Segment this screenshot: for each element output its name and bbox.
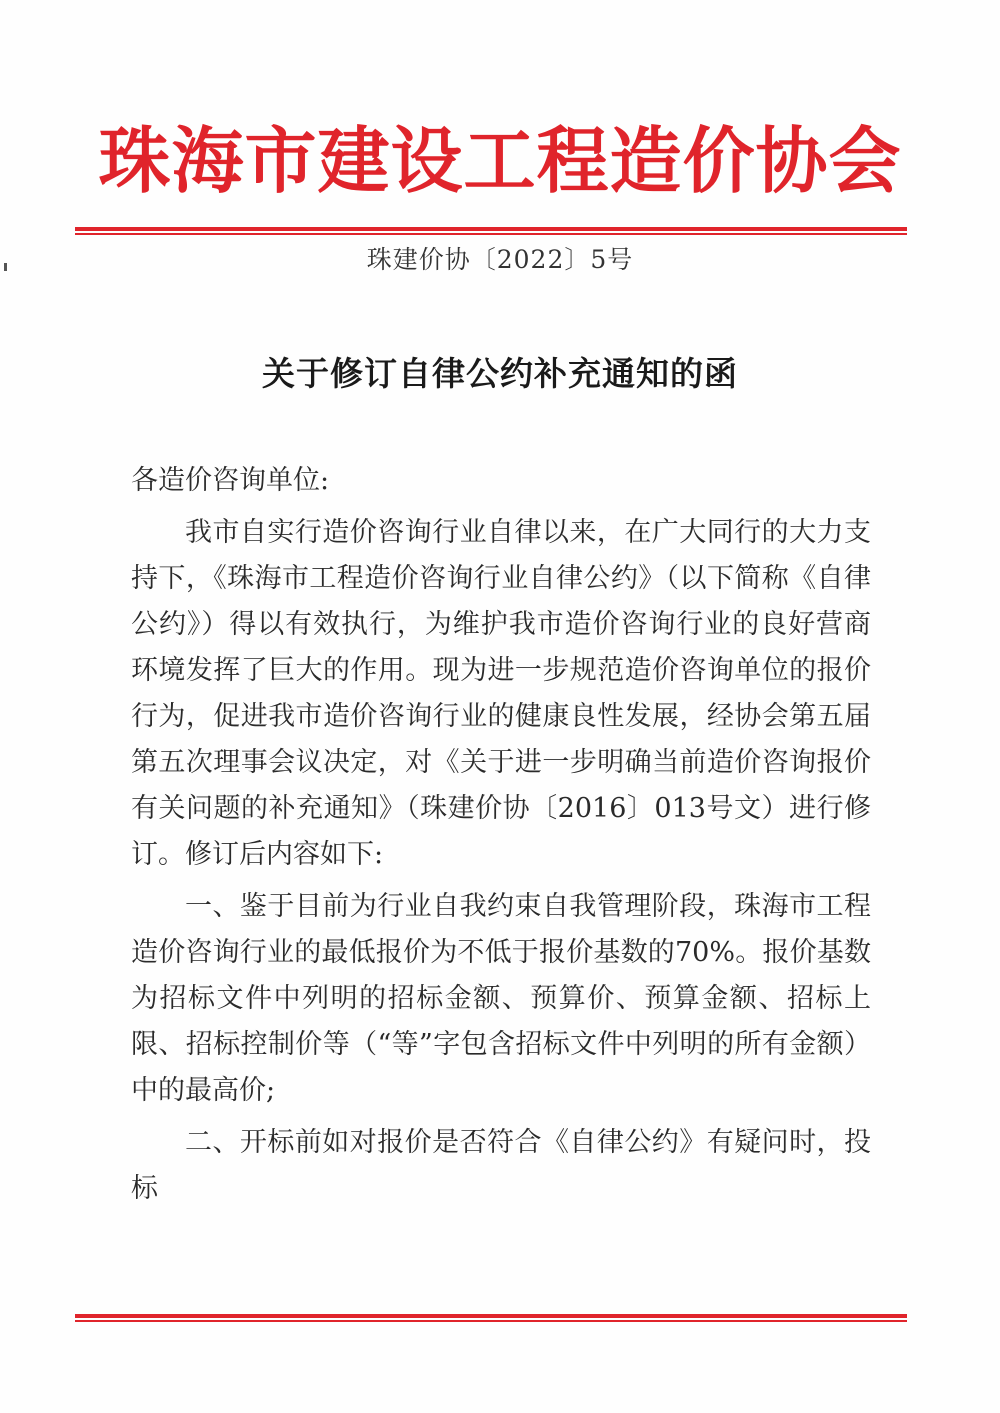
letterhead-top-rule <box>75 227 907 235</box>
organization-letterhead: 珠海市建设工程造价协会 <box>98 118 902 203</box>
body-paragraph-3: 二、开标前如对报价是否符合《自律公约》有疑问时，投标 <box>131 1127 871 1204</box>
letterhead-bottom-rule <box>75 1314 907 1322</box>
body-paragraph-2: 一、鉴于目前为行业自我约束自我管理阶段，珠海市工程造价咨询行业的最低报价为不低于报价基数的70%。报价基数为招标文件中列明的招标金额、预算价、预算金额、招标上限、招标控制价等（“等”字包含招标文件中列明的所有金额）中的最高价; <box>131 891 871 1106</box>
salutation: 各造价咨询单位: <box>131 465 330 496</box>
body-paragraph-1: 我市自实行造价咨询行业自律以来，在广大同行的大力支持下，《珠海市工程造价咨询行业自律公约》（以下简称《自律公约》）得以有效执行，为维护我市造价咨询行业的良好营商环境发挥了巨大的作用。现为进一步规范造价咨询单位的报价行为，促进我市造价咨询行业的健康良性发展，经协会第五届第五次理事会议决定，对《关于进一步明确当前造价咨询报价有关问题的补充通知》（珠建价协〔2016〕013号文）进行修订。修订后内容如下: <box>131 517 871 870</box>
document-number: 珠建价协〔2022〕5号 <box>366 245 634 274</box>
document-body <box>131 458 871 1218</box>
document-title: 关于修订自律公约补充通知的函 <box>262 354 738 393</box>
